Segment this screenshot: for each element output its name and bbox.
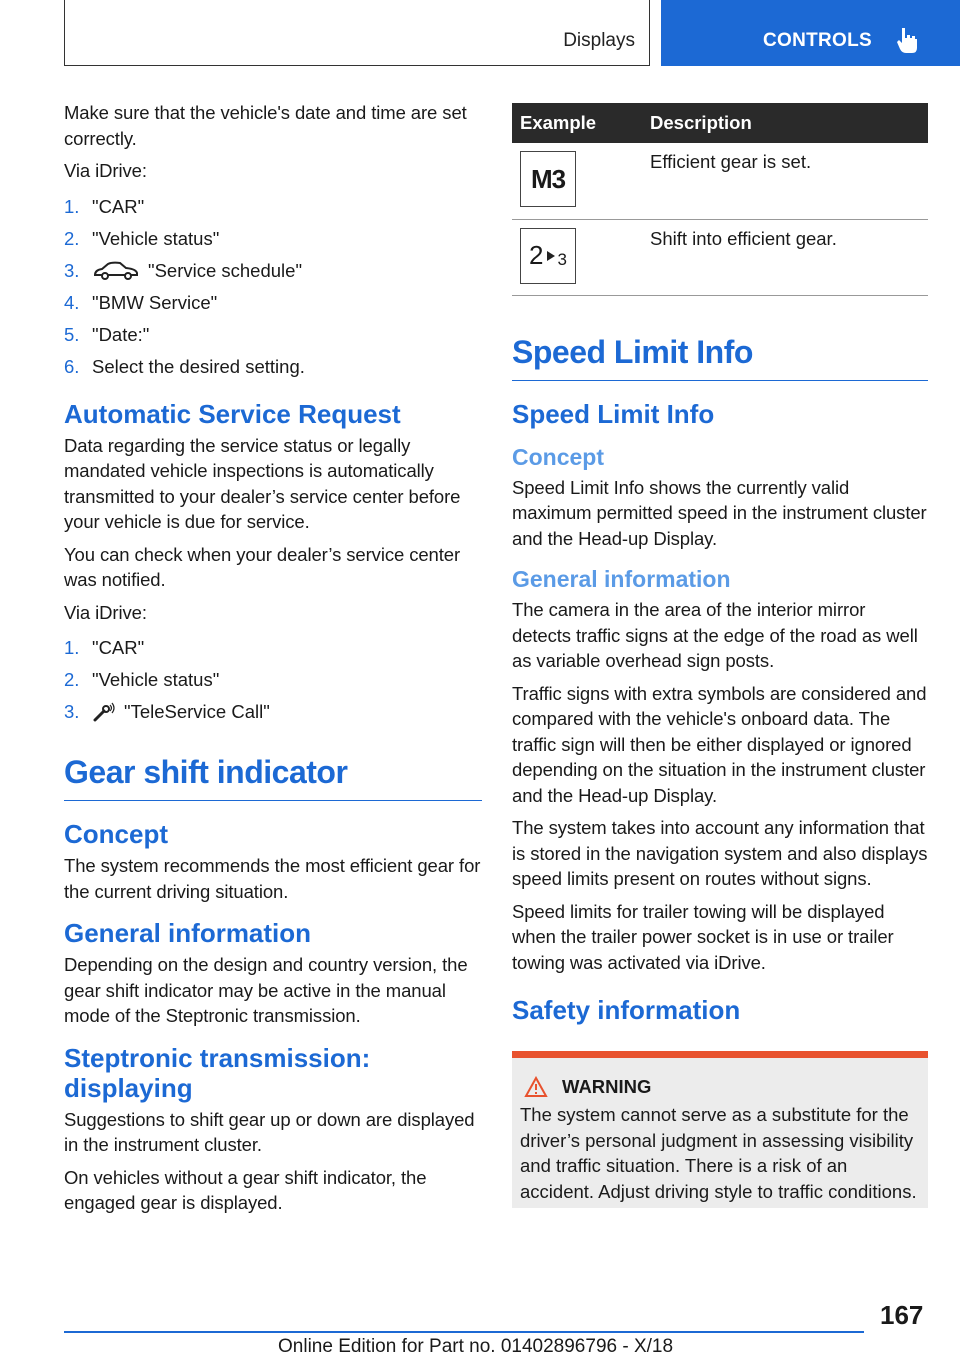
via-idrive-label: Via iDrive:	[64, 601, 147, 623]
list-item: 5. "Date:"	[64, 323, 150, 345]
list-item: 4. "BMW Service"	[64, 291, 218, 313]
m3-gear-icon: M3	[520, 151, 576, 207]
steptronic-paragraph-2: On vehicles without a gear shift indicator, the engaged gear is displayed.	[64, 1166, 427, 1213]
list-item: 1. "CAR"	[64, 195, 145, 217]
general-info-paragraph: Depending on the design and country version, the gear shift indicator may be active in the manual mode of the Steptronic transmission.	[64, 954, 468, 1026]
list-item: 2. "Vehicle status"	[64, 227, 220, 249]
general-info-heading: General information	[64, 918, 312, 948]
general-info-paragraph-3: The system takes into account any information that is stored in the navigation system and also displays speed limits present on routes without signs.	[512, 817, 928, 889]
page-header	[0, 0, 960, 66]
hand-pointer-icon	[895, 26, 921, 54]
description-cell: Shift into efficient gear.	[642, 219, 928, 295]
intro-paragraph: Make sure that the vehicle's date and time are set correctly.	[64, 102, 467, 149]
table-row	[512, 143, 928, 219]
safety-info-heading: Safety information	[512, 995, 741, 1025]
left-column	[64, 100, 482, 1223]
gear-shift-heading: Gear shift indicator	[64, 752, 482, 801]
speed-limit-sub-heading: Speed Limit Info	[512, 398, 715, 429]
concept-heading: Concept	[64, 819, 168, 849]
steptronic-paragraph: Suggestions to shift gear up or down are displayed in the instrument cluster.	[64, 1108, 475, 1155]
list-item: 3. "TeleService Call"	[64, 701, 270, 722]
wrench-icon	[92, 702, 116, 722]
column-header-description: Description	[642, 103, 928, 143]
via-idrive-label: Via iDrive:	[64, 160, 147, 181]
page-number: 167	[880, 1300, 924, 1330]
date-steps-list	[64, 191, 482, 383]
warning-triangle-icon	[524, 1076, 548, 1098]
warning-box	[512, 1051, 928, 1208]
list-item: 1. "CAR"	[64, 637, 145, 658]
concept-heading: Concept	[512, 443, 604, 470]
shift-up-gear-icon: 2 3	[520, 228, 576, 284]
warning-text: The system cannot serve as a substitute for the driver’s personal judgment in assessing visibility and traffic situation. There is a risk of an accident. Adjust driving style to traffic conditions.	[520, 1104, 917, 1202]
list-item: 6. Select the desired setting.	[64, 355, 305, 377]
steptronic-heading: Steptronic transmission: displaying	[64, 1042, 371, 1103]
list-item: 2. "Vehicle status"	[64, 669, 220, 690]
table-header-row	[512, 103, 928, 143]
asr-heading: Automatic Service Request	[64, 398, 401, 429]
right-column	[512, 100, 928, 1208]
concept-paragraph: Speed Limit Info shows the currently valid maximum permitted speed in the instrument cluster and the Head-up Display.	[512, 476, 927, 549]
warning-label: WARNING	[562, 1076, 652, 1097]
asr-paragraph: Data regarding the service status or legally mandated vehicle inspections is automatically transmitted to your dealer’s service center before your vehicle is due for service.	[64, 434, 461, 532]
column-header-example: Example	[512, 103, 642, 143]
description-cell: Efficient gear is set.	[642, 143, 928, 219]
footer-divider	[64, 1331, 864, 1333]
general-info-heading: General information	[512, 566, 731, 592]
car-icon	[92, 261, 140, 281]
list-item: 3. "Service schedule"	[64, 259, 303, 281]
asr-paragraph-2: You can check when your dealer’s service center was notified.	[64, 543, 461, 590]
gear-example-table	[512, 103, 928, 296]
chapter-title: CONTROLS	[763, 30, 873, 51]
section-tab	[64, 0, 650, 66]
general-info-paragraph: The camera in the area of the interior mirror detects traffic signs at the edge of the road as well as variable overhead sign posts.	[512, 599, 918, 671]
concept-paragraph: The system recommends the most efficient gear for the current driving situation.	[64, 855, 481, 902]
general-info-paragraph-2: Traffic signs with extra symbols are considered and compared with the vehicle's onboard data. The traffic sign will then be either displayed or ignored depending on the situation in the instrument cluster and the Head-up Display.	[512, 682, 927, 806]
speed-limit-main-heading: Speed Limit Info	[512, 332, 928, 381]
asr-steps-list	[64, 632, 482, 728]
table-row	[512, 219, 928, 295]
general-info-paragraph-4: Speed limits for trailer towing will be displayed when the trailer power socket is in use or trailer towing was activated via iDrive.	[512, 900, 894, 973]
section-title: Displays	[563, 30, 635, 51]
chapter-tab	[661, 0, 960, 66]
edition-text: Online Edition for Part no. 01402896796 - X/18	[278, 1336, 674, 1357]
